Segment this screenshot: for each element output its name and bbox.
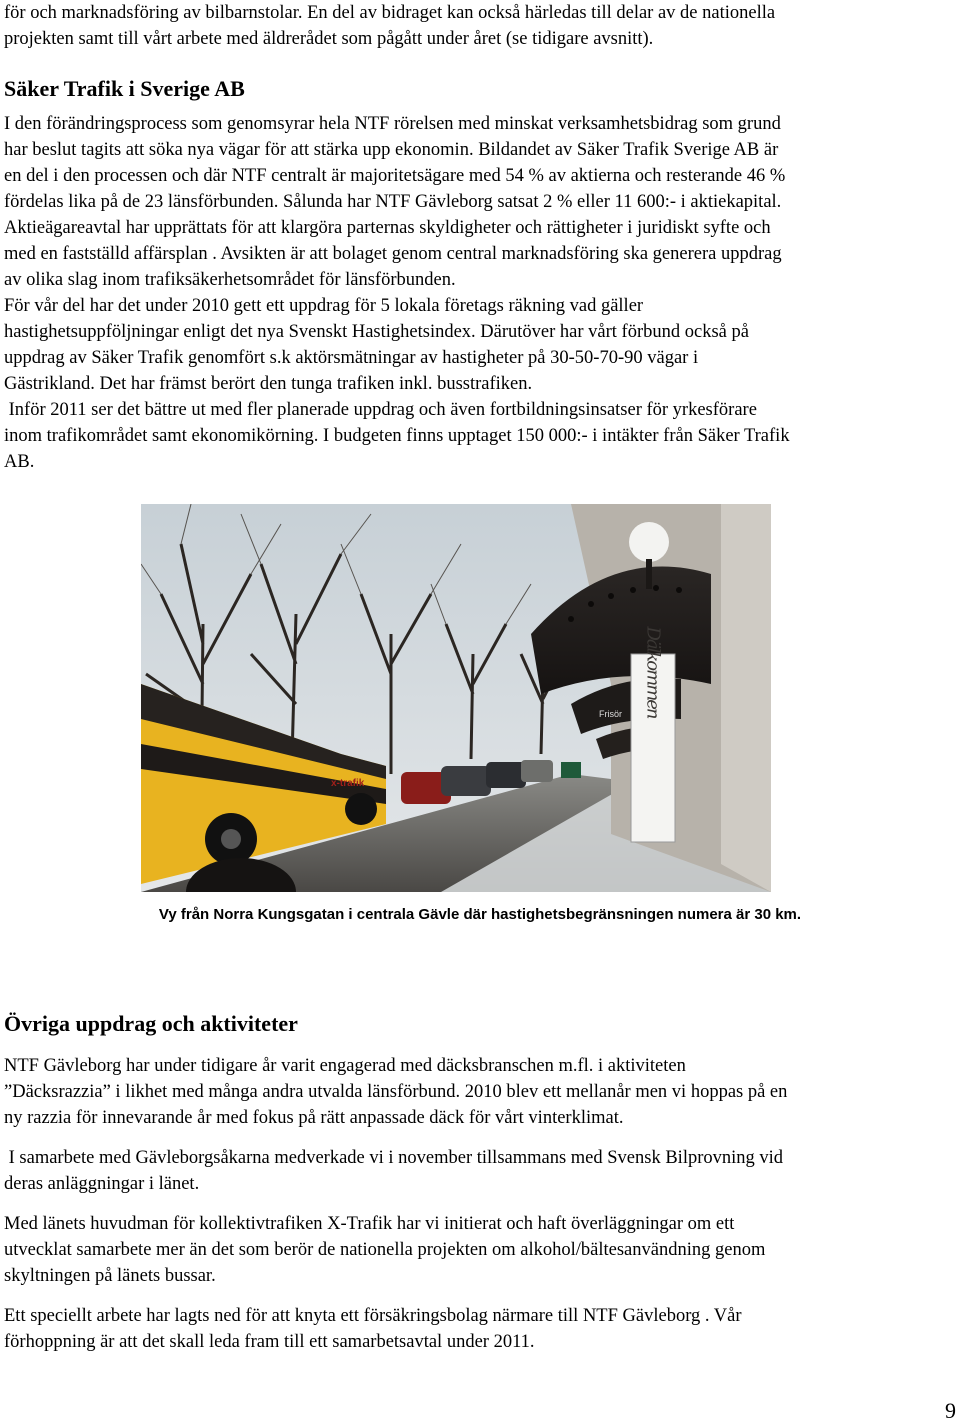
text-line: Med länets huvudman för kollektivtrafiken X-Trafik har vi initierat och haft överläggningar om ett [4,1214,735,1234]
text-line: med en fastställd affärsplan . Avsikten är att bolaget genom central marknadsföring ska generera uppdrag [4,244,782,264]
ovriga-paragraph-1 [4,1053,956,1131]
intro-paragraph [4,0,956,52]
saker-trafik-paragraph-2 [4,293,956,397]
text-line: för och marknadsföring av bilbarnstolar. En del av bidraget kan också härledas till delar av de nationella [4,3,776,23]
bus-logo-text: x-trafik [331,778,365,789]
text-line: I samarbete med Gävleborgsåkarna medverkade vi i november tillsammans med Svensk Bilprovning vid [4,1148,784,1168]
section-heading-ovriga-uppdrag: Övriga uppdrag och aktiviteter [4,1011,298,1036]
text-line: inom trafikområdet samt ekonomikörning. I budgeten finns upptaget 150 000:- i intäkter från Säker Trafik [4,426,790,446]
sign-text: Dälkommen [642,626,664,718]
saker-trafik-paragraph-3 [4,397,956,475]
text-line: För vår del har det under 2010 gett ett uppdrag för 5 lokala företags räkning vad gäller [4,296,644,316]
text-line: utvecklat samarbete mer än det som berör de nationella projekten om alkohol/bältesanvändning genom [4,1240,766,1260]
saker-trafik-paragraph-1 [4,111,956,293]
vertical-shop-sign [631,625,675,842]
text-line: ny razzia för innevarande år med fokus på rätt anpassade däck för vårt vinterklimat. [4,1108,624,1128]
text-line: deras anläggningar i länet. [4,1174,200,1194]
text-line: ”Däcksrazzia” i likhet med många andra utvalda länsförbund. 2010 blev ett mellanår men vi hoppas på en [4,1082,788,1102]
text-line: av olika slag inom trafiksäkerhetsområdet för länsförbunden. [4,270,456,290]
ovriga-paragraph-3 [4,1211,956,1289]
text-line: projekten samt till vårt arbete med äldrerådet som pågått under året (se tidigare avsnitt). [4,29,654,49]
text-line: Ett speciellt arbete har lagts ned för att knyta ett försäkringsbolag närmare till NTF Gävleborg . Vår [4,1306,742,1326]
text-line: Gästrikland. Det har främst berört den tunga trafiken inkl. busstrafiken. [4,374,533,394]
ovriga-paragraph-2 [4,1145,956,1197]
photo-caption: Vy från Norra Kungsgatan i centrala Gävle där hastighetsbegränsningen numera är 30 km. [158,906,802,923]
text-line: uppdrag av Säker Trafik genomfört s.k aktörsmätningar av hastigheter på 30-50-70-90 vägar i [4,348,699,368]
text-line: I den förändringsprocess som genomsyrar hela NTF rörelsen med minskat verksamhetsbidrag som grund [4,114,781,134]
text-line: en del i den processen och där NTF centralt är majoritetsägare med 54 % av aktierna och resterande 46 % [4,166,786,186]
text-line: AB. [4,452,35,472]
svg-text:Frisör: Frisör [599,709,622,719]
street-photo-illustration [141,504,771,892]
text-line: har beslut tagits att söka nya vägar för att stärka upp ekonomin. Bildandet av Säker Trafik Sverige AB är [4,140,779,160]
text-line: förhoppning är att det skall leda fram till ett samarbetsavtal under 2011. [4,1332,535,1352]
section-heading-saker-trafik: Säker Trafik i Sverige AB [4,76,245,101]
ovriga-paragraph-4 [4,1303,956,1355]
text-line: fördelas lika på de 23 länsförbunden. Sålunda har NTF Gävleborg satsat 2 % eller 11 600:- i aktiekapital. [4,192,782,212]
text-line: Inför 2011 ser det bättre ut med fler planerade uppdrag och även fortbildningsinsatser för yrkesförare [4,400,757,420]
text-line: Aktieägareavtal har upprättats för att klargöra parternas skyldigheter och rättigheter i juridiskt syfte och [4,218,771,238]
text-line: skyltningen på länets bussar. [4,1266,216,1286]
text-line: NTF Gävleborg har under tidigare år varit engagerad med däcksbranschen m.fl. i aktiviteten [4,1056,686,1076]
page-number: 9 [945,1398,956,1423]
text-line: hastighetsuppföljningar enligt det nya Svenskt Hastighetsindex. Därutöver har vårt förbund också på [4,322,749,342]
street-photo [141,504,771,892]
